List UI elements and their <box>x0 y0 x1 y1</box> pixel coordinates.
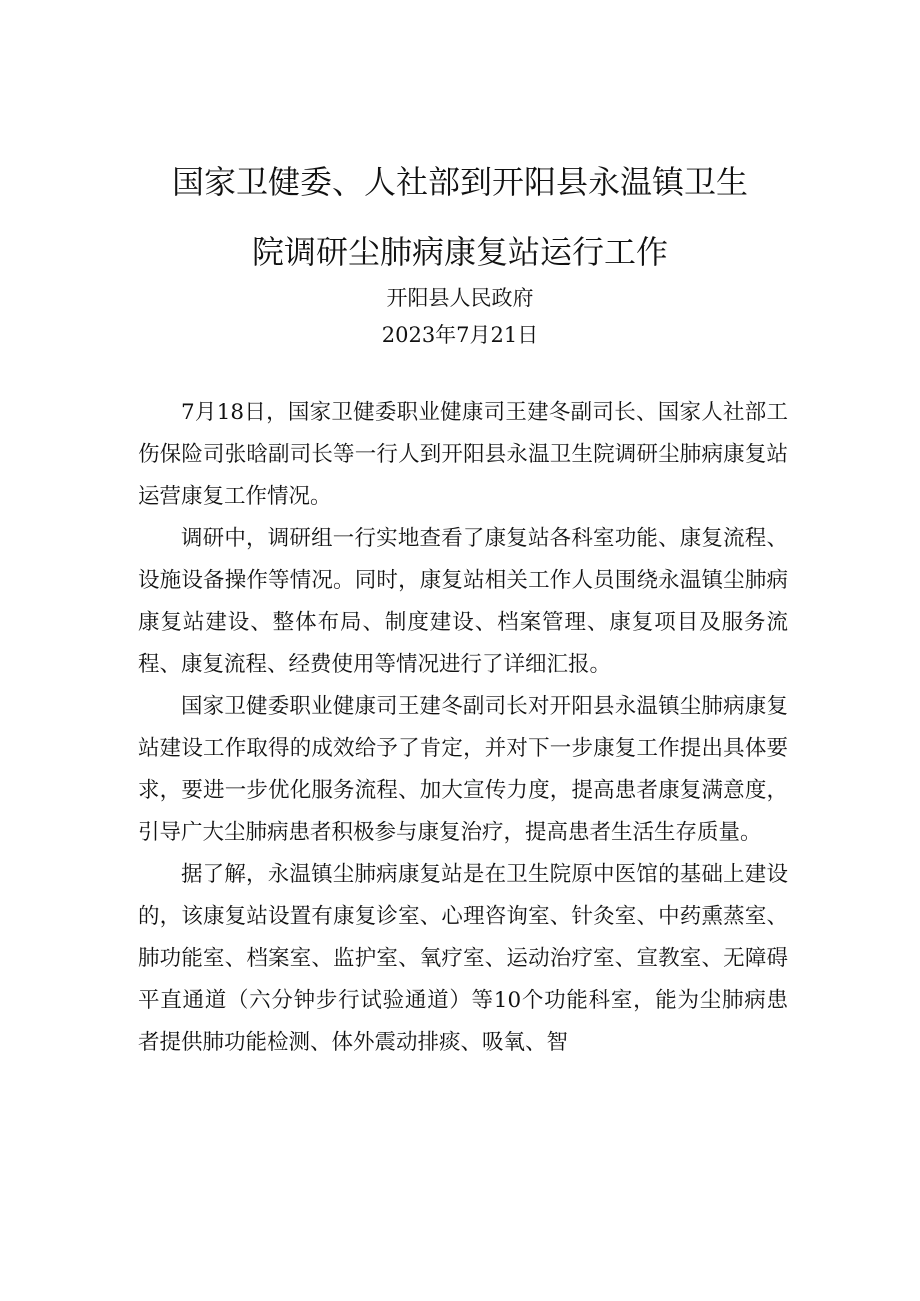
document-author: 开阳县人民政府 <box>386 286 534 310</box>
document-title-line-2: 院调研尘肺病康复站运行工作 <box>251 233 668 271</box>
paragraph-1: 7月18日，国家卫健委职业健康司王建冬副司长、国家人社部工伤保险司张晗副司长等一行人到开阳县永温卫生院调研尘肺病康复站运营康复工作情况。 <box>138 400 788 509</box>
document-title-line-1: 国家卫健委、人社部到开阳县永温镇卫生 <box>171 163 748 201</box>
document-date: 2023年7月21日 <box>381 323 539 347</box>
paragraph-3: 国家卫健委职业健康司王建冬副司长对开阳县永温镇尘肺病康复站建设工作取得的成效给予了肯定，并对下一步康复工作提出具体要求，要进一步优化服务流程、加大宣传力度，提高患者康复满意度，引导广大尘肺病患者积极参与康复治疗，提高患者生活生存质量。 <box>138 694 788 845</box>
document-body <box>138 392 788 1064</box>
paragraph-2: 调研中，调研组一行实地查看了康复站各科室功能、康复流程、设施设备操作等情况。同时，康复站相关工作人员围绕永温镇尘肺病康复站建设、整体布局、制度建设、档案管理、康复项目及服务流程、康复流程、经费使用等情况进行了详细汇报。 <box>138 526 788 677</box>
paragraph-4: 据了解，永温镇尘肺病康复站是在卫生院原中医馆的基础上建设的，该康复站设置有康复诊室、心理咨询室、针灸室、中药熏蒸室、肺功能室、档案室、监护室、氧疗室、运动治疗室、宣教室、无障碍平直通道（六分钟步行试验通道）等10个功能科室，能为尘肺病患者提供肺功能检测、体外震动排痰、吸氧、智 <box>138 862 788 1055</box>
